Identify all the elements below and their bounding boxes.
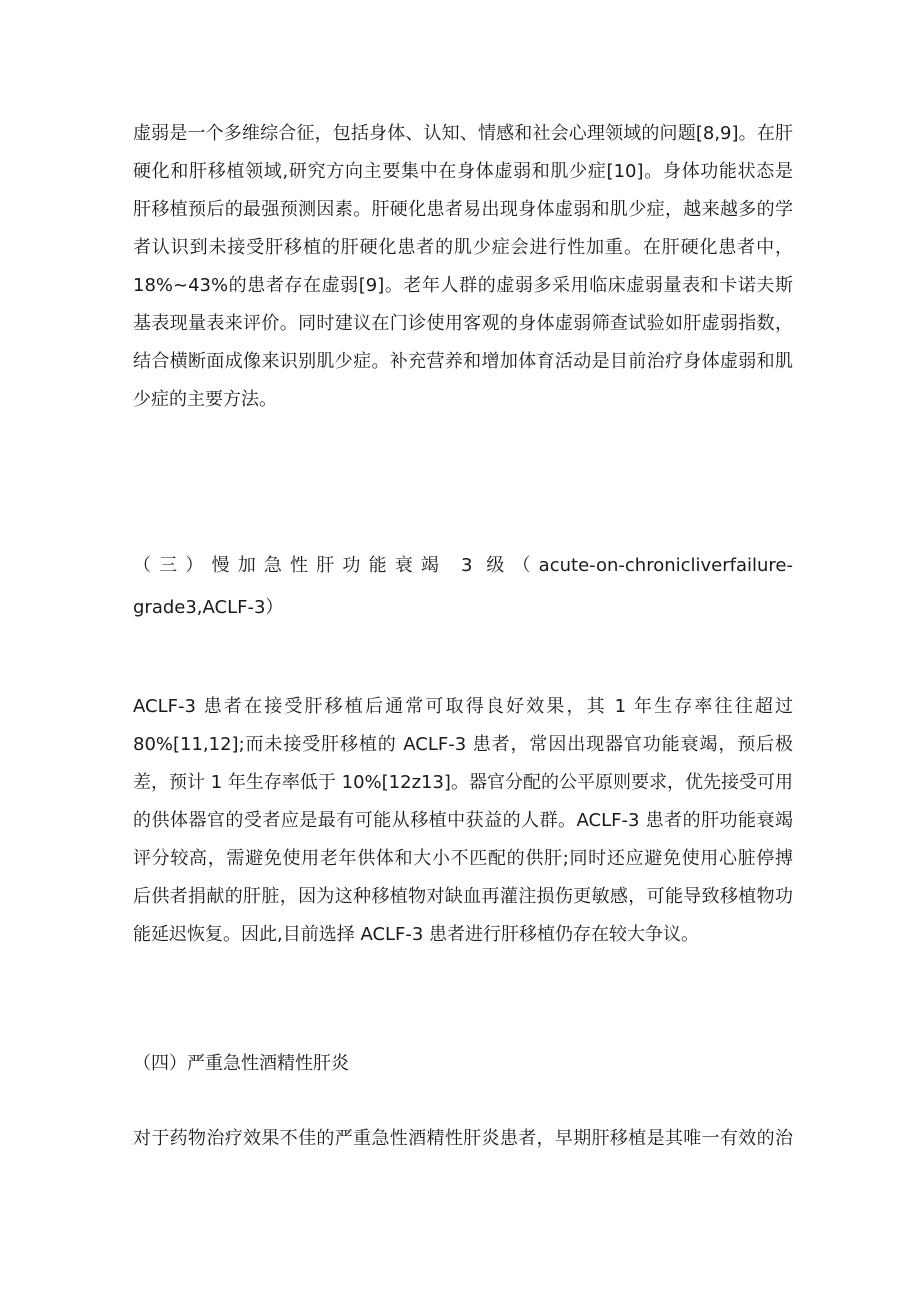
text-line: 差，预计 1 年生存率低于 10%[12z13]。器官分配的公平原则要求，优先接受可用: [133, 772, 793, 793]
text-line: 18%~43%的患者存在虚弱[9]。老年人群的虚弱多采用临床虚弱量表和卡诺夫斯: [133, 275, 793, 296]
heading-line: （四）严重急性酒精性肝炎: [133, 1053, 349, 1074]
paragraph-frailty: [133, 115, 793, 419]
section-heading-alcoholic-hepatitis: [133, 1045, 793, 1083]
text-line: 结合横断面成像来识别肌少症。补充营养和增加体育活动是目前治疗身体虚弱和肌: [133, 351, 793, 372]
paragraph-aclf3: [133, 688, 793, 954]
text-line: 者认识到未接受肝移植的肝硬化患者的肌少症会进行性加重。在肝硬化患者中，: [133, 237, 793, 258]
text-line: 虚弱是一个多维综合征，包括身体、认知、情感和社会心理领域的问题[8,9]。在肝: [133, 123, 793, 144]
text-line: 肝移植预后的最强预测因素。肝硬化患者易出现身体虚弱和肌少症，越来越多的学: [133, 199, 793, 220]
text-line: 少症的主要方法。: [133, 389, 277, 410]
text-line: 评分较高，需避免使用老年供体和大小不匹配的供肝;同时还应避免使用心脏停搏: [133, 848, 793, 869]
text-line: 硬化和肝移植领域,研究方向主要集中在身体虚弱和肌少症[10]。身体功能状态是: [133, 161, 793, 182]
text-line: 能延迟恢复。因此,目前选择 ACLF-3 患者进行肝移植仍存在较大争议。: [133, 924, 700, 945]
text-line: 后供者捐献的肝脏，因为这种移植物对缺血再灌注损伤更敏感，可能导致移植物功: [133, 886, 793, 907]
text-line: 80%[11,12];而未接受肝移植的 ACLF-3 患者，常因出现器官功能衰竭，预后极: [133, 734, 793, 755]
text-line: 对于药物治疗效果不佳的严重急性酒精性肝炎患者，早期肝移植是其唯一有效的治: [133, 1128, 793, 1149]
section-heading-aclf3: [133, 545, 793, 629]
text-line: ACLF-3 患者在接受肝移植后通常可取得良好效果，其 1 年生存率往往超过: [133, 696, 793, 717]
paragraph-alcoholic-hepatitis: [133, 1120, 793, 1158]
heading-line: grade3,ACLF-3）: [133, 597, 284, 618]
text-line: 的供体器官的受者应是最有可能从移植中获益的人群。ACLF-3 患者的肝功能衰竭: [133, 810, 793, 831]
heading-line: （三）慢加急性肝功能衰竭 3 级（acute-on-chronicliverfailure-: [133, 555, 793, 576]
text-line: 基表现量表来评价。同时建议在门诊使用客观的身体虚弱筛查试验如肝虚弱指数，: [133, 313, 793, 334]
